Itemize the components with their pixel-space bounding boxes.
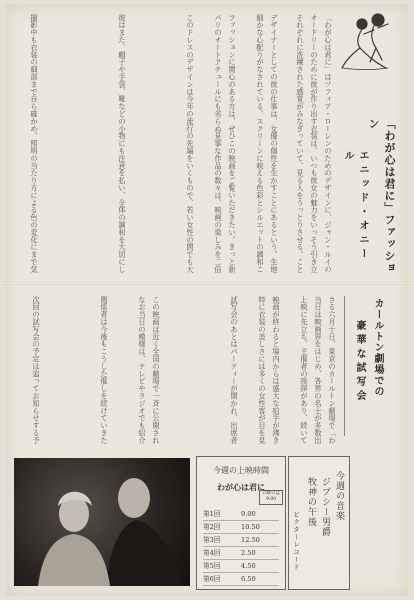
article2-col-4: 映画が終わると場内からは盛大な拍手が沸き — [272, 296, 281, 444]
article2-col-3: 上映に先立ち、主催者の挨拶があり、続いて — [300, 296, 309, 444]
announce-line-1: ジプシー男爵 — [320, 477, 330, 537]
schedule-row: 第4回 2.50 — [203, 548, 279, 560]
dancing-couple-illustration — [334, 8, 404, 74]
article2-col-1: さる六月十日、東京のカールトン劇場で「わ — [328, 296, 337, 444]
article1-col-3: それぞれに洗練された感覚がみなぎっていて、見る人をうっとりさせる。こと — [296, 14, 305, 273]
article1-byline: エニッド・オニール — [342, 150, 368, 262]
film-still-figures — [14, 458, 190, 586]
schedule-row: 第1回 9.00 — [203, 509, 279, 521]
announce-line-2: 牧神の午後 — [306, 477, 316, 527]
article2-col-8: なお当日の模様は、テレビやラジオでも紹介 — [138, 296, 147, 444]
article2-col-5: 特に衣装の美しさには多くの女性客が目を見 — [258, 296, 267, 444]
article1-title: 「わが心は君に」ファッション — [367, 118, 396, 274]
article1-col-2: オードリーのために彼が作り出す衣装は、いつも彼女の魅力をいっそう引き立 — [310, 14, 319, 273]
film-still-photo — [14, 458, 190, 586]
article1-col-6: ファッションに関心のある方は、ぜひこの映画をご覧いただきたい。きっと新 — [228, 14, 237, 273]
announce-header: 今週の音楽 — [334, 471, 344, 521]
article2-divider — [344, 296, 345, 436]
article2-col-2: 当日は映画界をはじめ、各界の名士が多数出 — [314, 296, 323, 444]
showtime-schedule — [196, 456, 286, 590]
schedule-film-title: わが心は君に — [217, 482, 265, 492]
article1-col-8: このドレスのデザインは今年の流行の先端をいくもので、若い女性の間でも大 — [186, 14, 195, 273]
article2-col-7: この映画は近く全国の劇場で一斉に公開され — [152, 296, 161, 444]
article2-col-9: 関係者は今後もこうした催しを続けていきた — [100, 296, 109, 444]
article1-col-1: 「わが心は君に」はソフィア・ローレンのためのデザインに、ジャン・ルイの — [324, 14, 333, 273]
article2-col-6: 試写会のあとはパーティーが開かれ、出席者 — [230, 296, 239, 444]
article1-col-7: パリのオートクチュールにも劣らぬ見事な作品の数々は、映画の楽しみを二倍 — [214, 14, 223, 273]
article2-col-10: 次回の試写会の予定は追ってお知らせする予 — [32, 296, 41, 444]
schedule-title: 今週の上映時間 — [213, 466, 269, 475]
schedule-row: 第6回 6.50 — [203, 574, 279, 586]
article2-subtitle: 豪華な試写会 — [354, 320, 365, 404]
article1-col-5: 細かな心配りがなされている。スクリーンに映える色彩とシルエットの調和こ — [256, 14, 265, 273]
schedule-row: 第5回 4.50 — [203, 561, 279, 573]
music-announcement — [288, 456, 350, 590]
page-fold — [0, 282, 414, 285]
sunday-note-badge: 日曜日は9:00 — [259, 490, 283, 505]
article1-col-4: デザイナーとしての彼の仕事は、女優の個性を生かすことにあるという。生地 — [270, 14, 279, 273]
schedule-row: 第2回 10.50 — [203, 522, 279, 534]
article1-col-9: 彼はまた、帽子や手袋、靴などの小物にも注意を払い、全体の調和を大切にし — [118, 14, 127, 273]
article2-title: カールトン劇場での — [372, 298, 383, 397]
article1-col-10: 撮影中も衣装の細部まで自ら確かめ、照明の当たり方による色の変化にまで気 — [30, 14, 39, 273]
schedule-row: 第3回 12.50 — [203, 535, 279, 547]
announce-credit: ビクターレコード — [292, 511, 300, 571]
